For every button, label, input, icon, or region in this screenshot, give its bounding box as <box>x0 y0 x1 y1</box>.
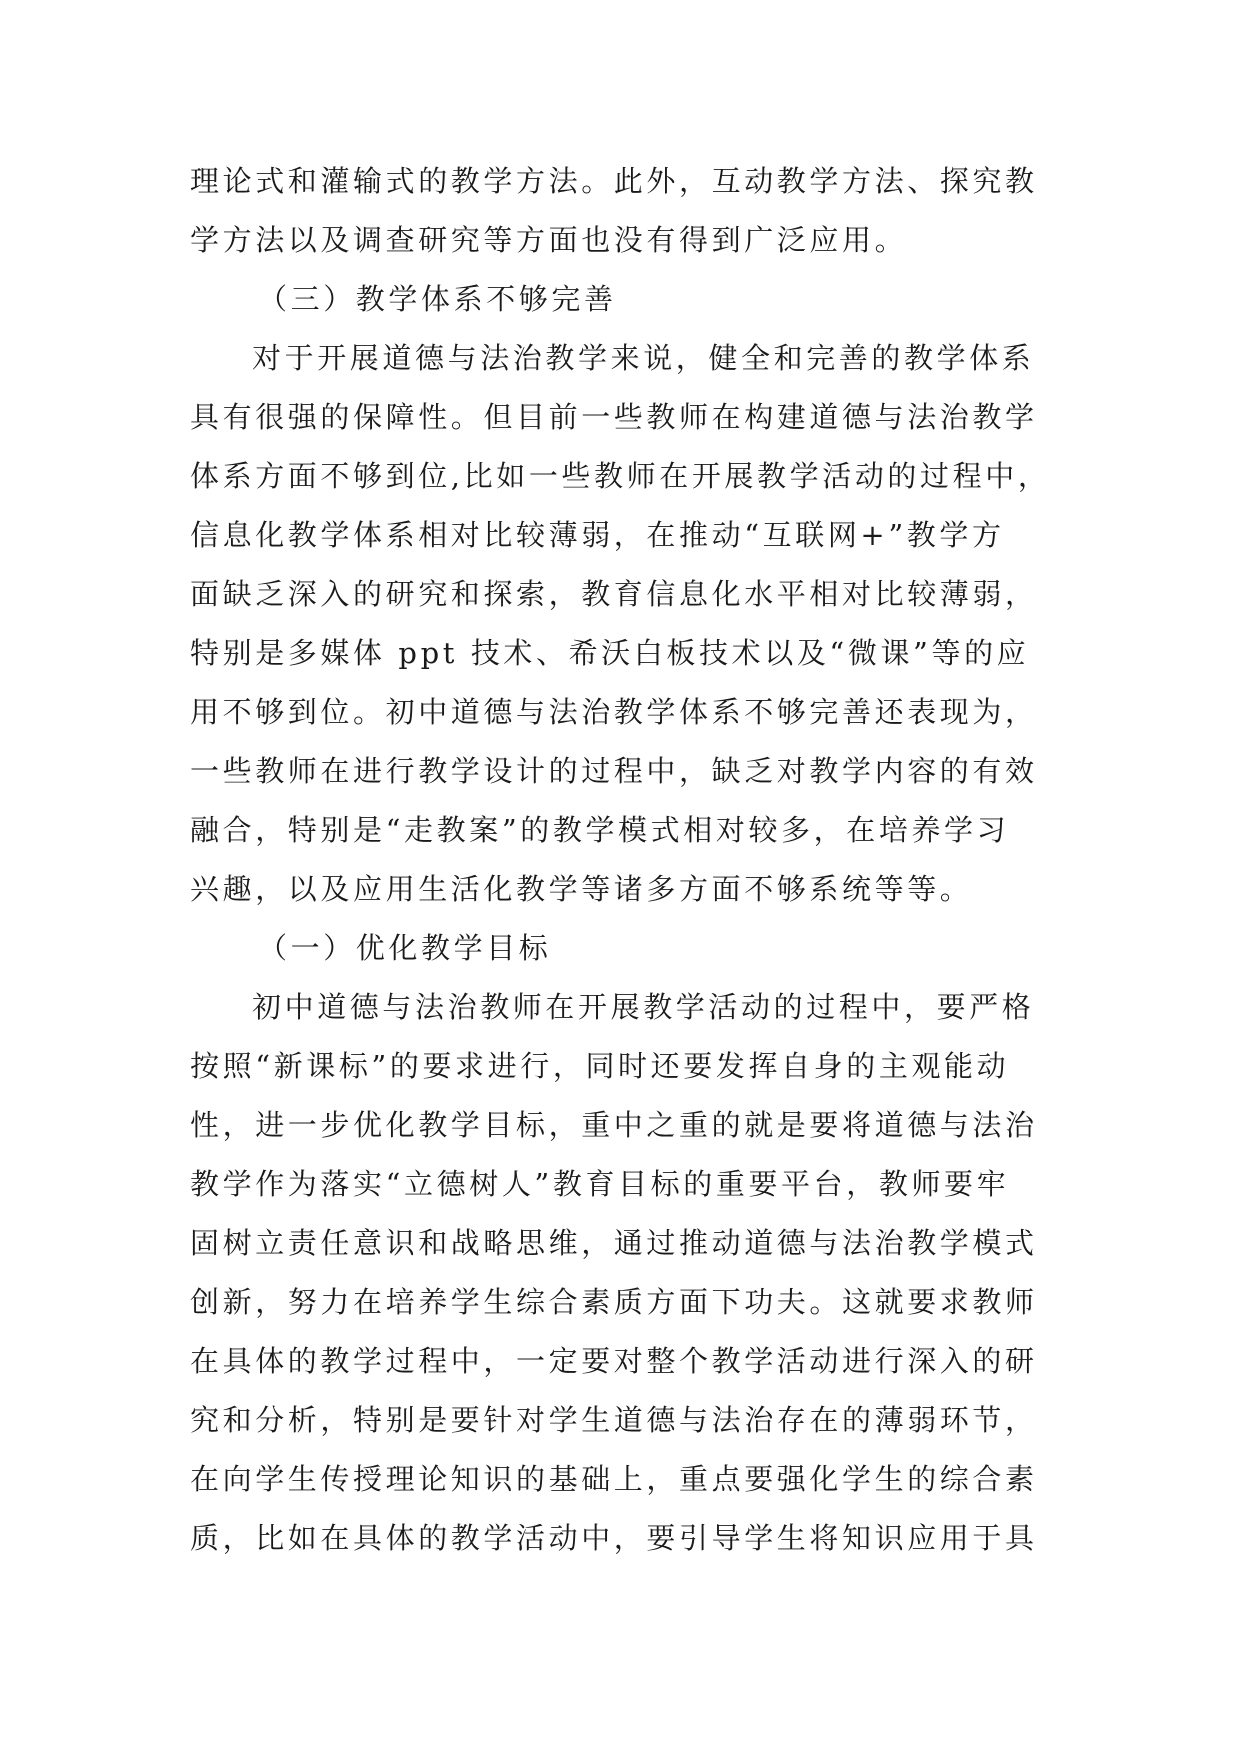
body-line: 教学作为落实“立德树人”教育目标的重要平台，教师要牢 <box>190 1167 1010 1201</box>
body-line: 用不够到位。初中道德与法治教学体系不够完善还表现为， <box>190 695 1038 729</box>
body-line: 特别是多媒体 ppt 技术、希沃白板技术以及“微课”等的应 <box>190 636 1030 670</box>
body-line: 在具体的教学过程中，一定要对整个教学活动进行深入的研 <box>190 1344 1038 1378</box>
paragraph-first-line: 对于开展道德与法治教学来说，健全和完善的教学体系 <box>252 341 1035 375</box>
paragraph-first-line: 初中道德与法治教师在开展教学活动的过程中，要严格 <box>252 990 1035 1024</box>
body-line: 学方法以及调查研究等方面也没有得到广泛应用。 <box>190 223 908 257</box>
body-line: 固树立责任意识和战略思维，通过推动道德与法治教学模式 <box>190 1226 1038 1260</box>
document-body <box>190 152 1060 1568</box>
section-heading: （一）优化教学目标 <box>258 931 552 965</box>
body-line: 创新，努力在培养学生综合素质方面下功夫。这就要求教师 <box>190 1285 1038 1319</box>
body-line: 性，进一步优化教学目标，重中之重的就是要将道德与法治 <box>190 1108 1038 1142</box>
body-line: 一些教师在进行教学设计的过程中，缺乏对教学内容的有效 <box>190 754 1038 788</box>
body-line: 在向学生传授理论知识的基础上，重点要强化学生的综合素 <box>190 1462 1038 1496</box>
body-line: 兴趣，以及应用生活化教学等诸多方面不够系统等等。 <box>190 872 973 906</box>
body-line: 信息化教学体系相对比较薄弱，在推动“互联网+”教学方 <box>190 518 1005 552</box>
body-line: 究和分析，特别是要针对学生道德与法治存在的薄弱环节， <box>190 1403 1038 1437</box>
body-line: 融合，特别是“走教案”的教学模式相对较多，在培养学习 <box>190 813 1010 847</box>
body-line: 按照“新课标”的要求进行，同时还要发挥自身的主观能动 <box>190 1049 1010 1083</box>
body-line: 质，比如在具体的教学活动中，要引导学生将知识应用于具 <box>190 1521 1038 1555</box>
body-line: 体系方面不够到位,比如一些教师在开展教学活动的过程中， <box>190 459 1051 493</box>
body-line: 面缺乏深入的研究和探索，教育信息化水平相对比较薄弱， <box>190 577 1038 611</box>
body-line: 具有很强的保障性。但目前一些教师在构建道德与法治教学 <box>190 400 1038 434</box>
body-line: 理论式和灌输式的教学方法。此外，互动教学方法、探究教 <box>190 164 1038 198</box>
section-heading: （三）教学体系不够完善 <box>258 282 617 316</box>
